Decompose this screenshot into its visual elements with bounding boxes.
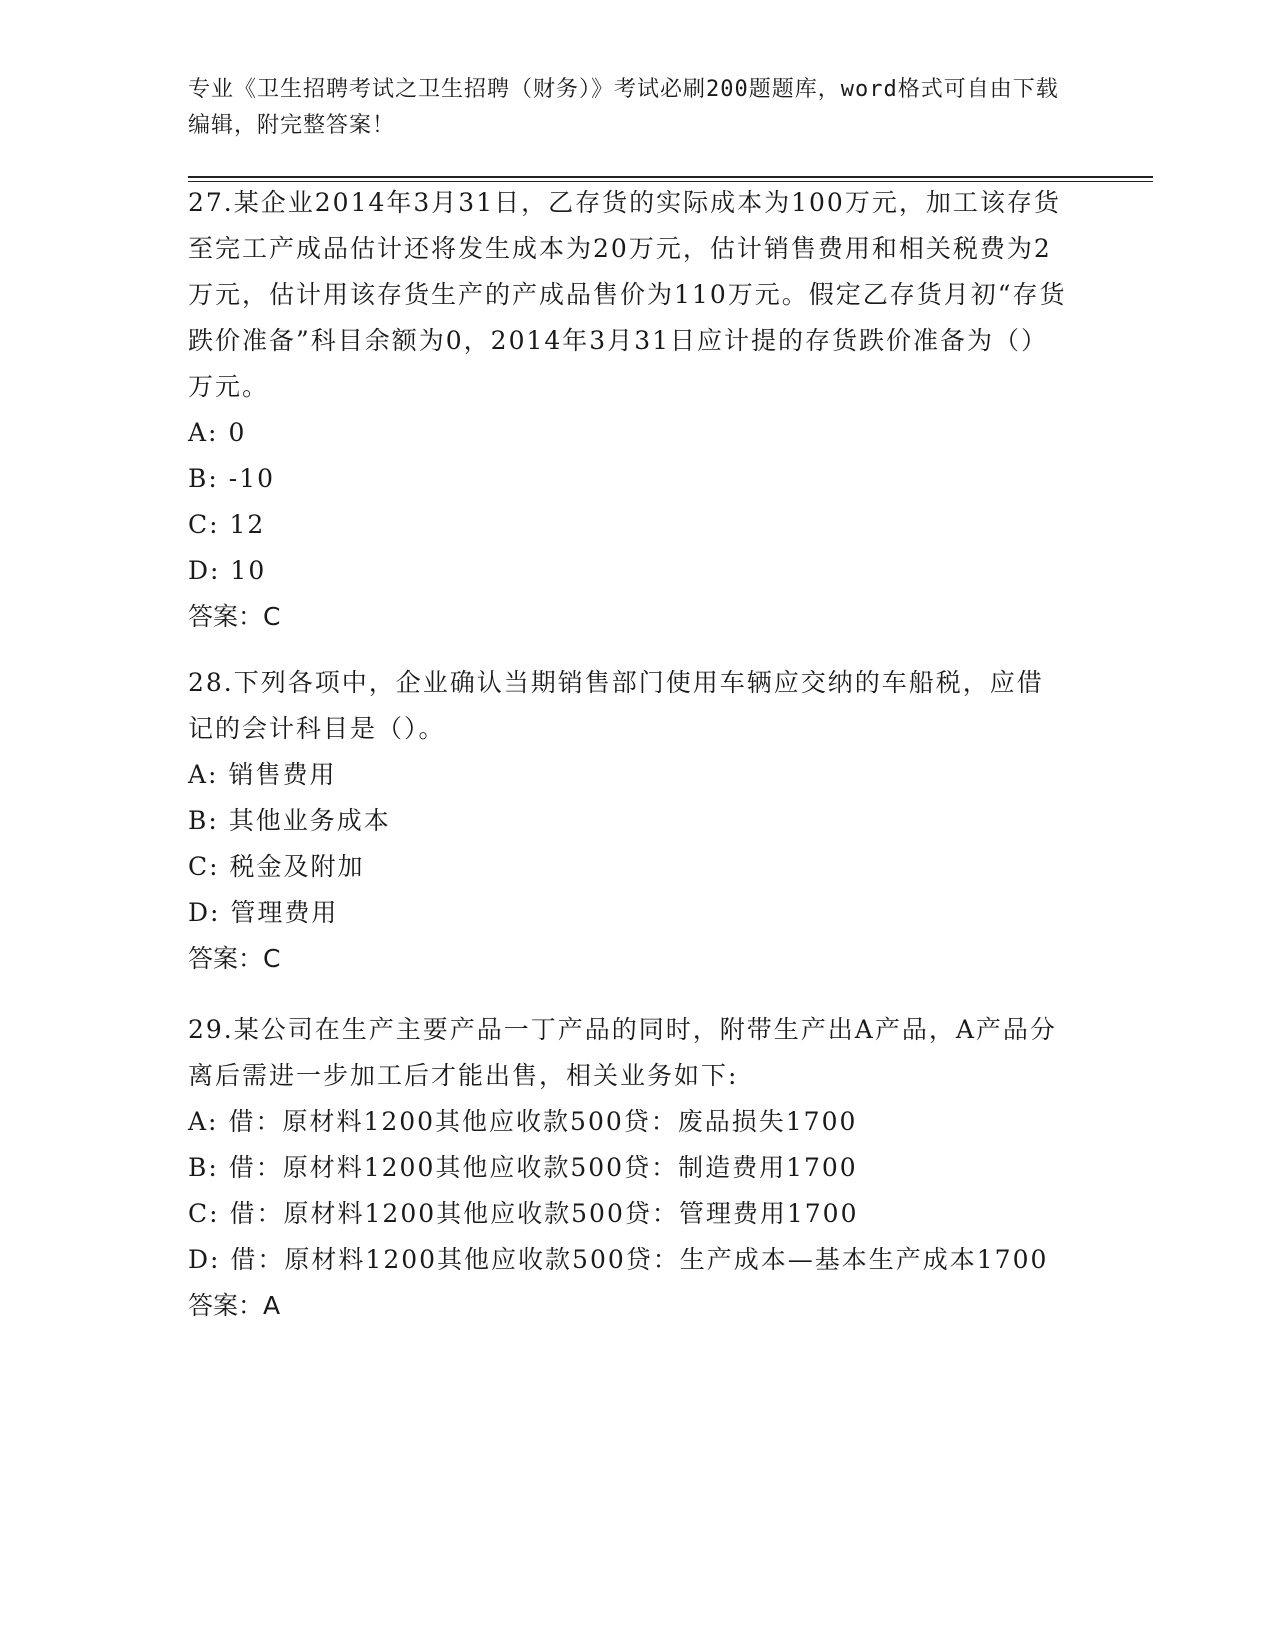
option-text: 借：原材料1200其他应收款500贷：管理费用1700: [229, 1199, 859, 1228]
option-key: B:: [188, 464, 219, 493]
option-key: C:: [188, 852, 220, 881]
question-29: [188, 1007, 1068, 1329]
question-stem: 28.下列各项中，企业确认当期销售部门使用车辆应交纳的车船税，应借记的会计科目是（）。: [188, 668, 1044, 743]
option-text: 税金及附加: [229, 852, 365, 881]
option-text: -10: [228, 464, 276, 493]
option-key: C:: [188, 510, 220, 539]
option-key: D:: [188, 556, 221, 585]
option-b: [188, 798, 1068, 844]
option-text: 借：原材料1200其他应收款500贷：废品损失1700: [228, 1107, 858, 1136]
option-d: [188, 1237, 1068, 1283]
option-text: 12: [229, 510, 266, 539]
question-stem: 29.某公司在生产主要产品一丁产品的同时，附带生产出A产品，A产品分离后需进一步加工后才能出售，相关业务如下:: [188, 1015, 1057, 1090]
option-d: [188, 890, 1068, 936]
document-header: 专业《卫生招聘考试之卫生招聘（财务）》考试必刷200题题库，word格式可自由下载编辑，附完整答案！: [188, 77, 1059, 138]
question-28: [188, 660, 1068, 982]
option-key: B:: [188, 806, 219, 835]
option-a: [188, 752, 1068, 798]
option-b: [188, 456, 1068, 502]
option-text: 管理费用: [230, 898, 339, 927]
option-text: 销售费用: [228, 760, 337, 789]
option-key: A:: [188, 418, 219, 447]
question-27: [188, 180, 1068, 640]
header-divider: [188, 176, 1153, 178]
answer: 答案：A: [188, 1291, 281, 1320]
option-text: 0: [228, 418, 247, 447]
option-c: [188, 844, 1068, 890]
option-c: [188, 1191, 1068, 1237]
option-c: [188, 502, 1068, 548]
option-key: D:: [188, 898, 221, 927]
option-key: B:: [188, 1153, 219, 1182]
option-text: 其他业务成本: [228, 806, 391, 835]
question-stem: 27.某企业2014年3月31日，乙存货的实际成本为100万元，加工该存货至完工产成品估计还将发生成本为20万元，估计销售费用和相关税费为2万元，估计用该存货生产的产成品售价为110万元。假定乙存货月初“存货跌价准备”科目余额为0，2014年3月31日应计提的存货跌价准备为（）万元。: [188, 188, 1067, 401]
option-key: A:: [188, 760, 219, 789]
option-d: [188, 548, 1068, 594]
option-a: [188, 1099, 1068, 1145]
option-key: D:: [188, 1245, 221, 1274]
option-a: [188, 410, 1068, 456]
answer: 答案：C: [188, 944, 281, 973]
option-key: A:: [188, 1107, 219, 1136]
option-text: 借：原材料1200其他应收款500贷：生产成本—基本生产成本1700: [230, 1245, 1049, 1274]
option-key: C:: [188, 1199, 220, 1228]
option-text: 10: [230, 556, 267, 585]
option-b: [188, 1145, 1068, 1191]
answer: 答案：C: [188, 602, 281, 631]
option-text: 借：原材料1200其他应收款500贷：制造费用1700: [228, 1153, 858, 1182]
